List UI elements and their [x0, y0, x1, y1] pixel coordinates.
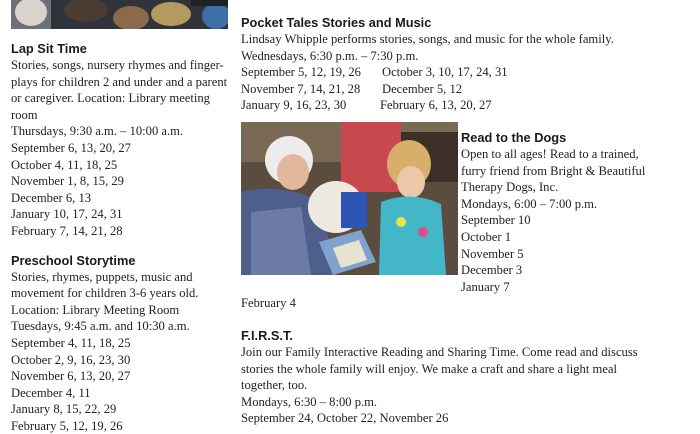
preschool-time: Tuesdays, 9:45 a.m. and 10:30 a.m. — [11, 319, 190, 334]
pocket-tales-date: December 5, 12 — [382, 81, 463, 96]
pocket-tales-date: September 5, 12, 19, 26 — [241, 65, 361, 80]
pocket-tales-dates-row — [241, 81, 661, 98]
read-to-dogs-date: January 7 — [461, 279, 510, 294]
lap-sit-date: January 10, 17, 24, 31 — [11, 207, 123, 222]
read-to-dogs-last-date: February 4 — [241, 296, 296, 310]
lap-sit-date: October 4, 11, 18, 25 — [11, 157, 118, 172]
children-audience-photo — [11, 0, 228, 29]
pocket-tales-description: Lindsay Whipple performs stories, songs, and music for the whole family. — [241, 32, 614, 46]
preschool-date: January 8, 15, 22, 29 — [11, 402, 117, 417]
preschool-description: Stories, rhymes, puppets, music and movement for children 3-6 years old. — [11, 269, 199, 301]
read-to-dogs-title: Read to the Dogs — [461, 130, 567, 145]
pocket-tales-date: February 6, 13, 20, 27 — [380, 98, 492, 113]
pocket-tales-dates-row — [241, 97, 661, 114]
lap-sit-time: Thursdays, 9:30 a.m. – 10:00 a.m. — [11, 124, 184, 139]
preschool-title: Preschool Storytime — [11, 252, 136, 268]
lap-sit-date: September 6, 13, 20, 27 — [11, 140, 131, 155]
pocket-tales-date: October 3, 10, 17, 24, 31 — [382, 65, 508, 80]
first-title: F.I.R.S.T. — [241, 328, 293, 343]
preschool-date: November 6, 13, 20, 27 — [11, 369, 131, 384]
lap-sit-description: Stories, songs, nursery rhymes and finger-plays for children 2 and under and a parent or caregiver. Location: Library meeting room — [11, 58, 228, 122]
lap-sit-section — [11, 40, 233, 240]
pocket-tales-title: Pocket Tales Stories and Music — [241, 15, 432, 30]
first-description: Join our Family Interactive Reading and Sharing Time. Come read and discuss stories the whole family will enjoy. We make a craft and share a light meal together, too. — [241, 345, 638, 393]
pocket-tales-date: November 7, 14, 21, 28 — [241, 81, 361, 96]
read-to-dogs-description-line: furry friend from Bright & Beautiful — [461, 163, 646, 178]
preschool-date: October 2, 9, 16, 23, 30 — [11, 352, 131, 367]
read-to-dogs-date: October 1 — [461, 229, 512, 244]
lap-sit-date: February 7, 14, 21, 28 — [11, 223, 123, 238]
preschool-date: February 5, 12, 19, 26 — [11, 418, 123, 433]
pocket-tales-section — [241, 14, 661, 114]
read-to-dogs-time: Mondays, 6:00 – 7:00 p.m. — [461, 196, 598, 211]
top-photo — [11, 0, 228, 29]
read-to-dogs-section — [461, 129, 691, 295]
read-to-dogs-description-line: Therapy Dogs, Inc. — [461, 180, 559, 195]
first-dates: September 24, October 22, November 26 — [241, 411, 449, 426]
read-to-dogs-date: September 10 — [461, 213, 531, 228]
first-time: Mondays, 6:30 – 8:00 p.m. — [241, 394, 378, 409]
woman-girl-dog-reading-photo — [241, 122, 458, 275]
pocket-tales-dates-row — [241, 64, 661, 81]
read-to-dogs-description-line: Open to all ages! Read to a trained, — [461, 147, 639, 161]
pocket-tales-time: Wednesdays, 6:30 p.m. – 7:30 p.m. — [241, 48, 419, 63]
preschool-date: December 4, 11 — [11, 385, 91, 400]
lap-sit-date: December 6, 13 — [11, 190, 92, 205]
read-to-dogs-date: November 5 — [461, 246, 524, 261]
preschool-section — [11, 252, 233, 434]
lap-sit-title: Lap Sit Time — [11, 41, 87, 56]
read-to-dogs-photo — [241, 122, 458, 275]
preschool-location: Location: Library Meeting Room — [11, 302, 180, 317]
lap-sit-date: November 1, 8, 15, 29 — [11, 174, 124, 189]
left-column — [11, 40, 233, 434]
first-section — [241, 327, 661, 427]
preschool-date: September 4, 11, 18, 25 — [11, 335, 131, 350]
read-to-dogs-date: December 3 — [461, 263, 523, 278]
pocket-tales-date: January 9, 16, 23, 30 — [241, 98, 347, 113]
section-spacer — [11, 240, 233, 252]
